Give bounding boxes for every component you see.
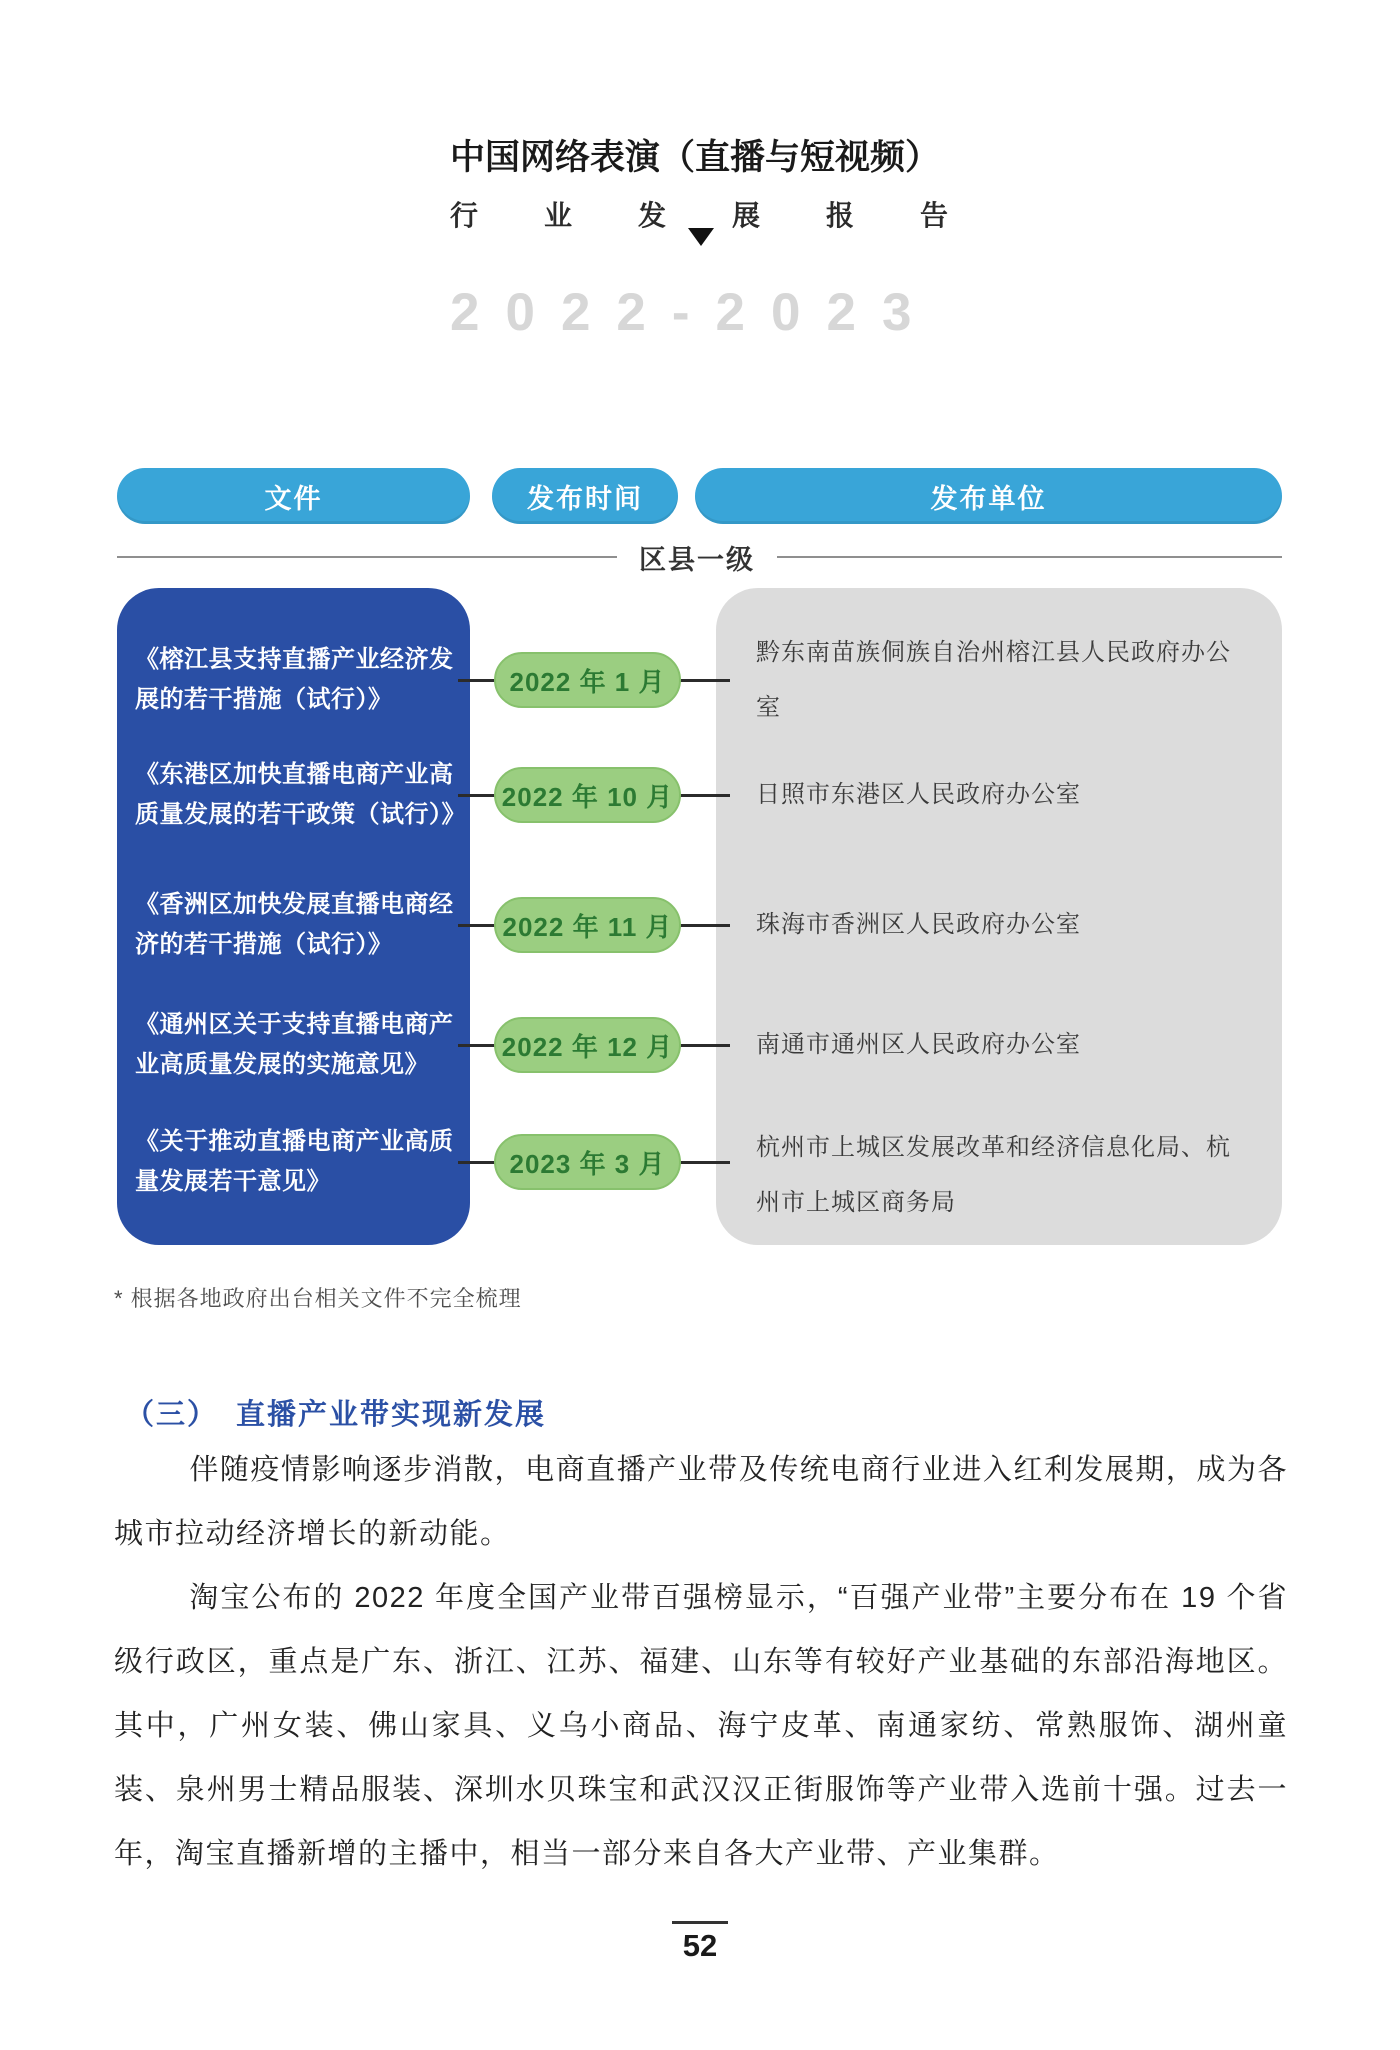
date-pill: 2022 年 11 月 xyxy=(494,897,681,953)
report-header xyxy=(450,130,1015,343)
column-header-issuer: 发布单位 xyxy=(695,468,1282,524)
column-header-file: 文件 xyxy=(117,468,470,524)
issuer-name: 黔东南苗族侗族自治州榕江县人民政府办公室 xyxy=(756,638,1231,721)
report-years: 2022-2023 xyxy=(450,283,938,342)
file-title: 《东港区加快直播电商产业高质量发展的若干政策（试行）》 xyxy=(135,761,466,828)
file-title: 《关于推动直播电商产业高质量发展若干意见》 xyxy=(135,1128,454,1195)
section-number: （三） xyxy=(125,1399,219,1431)
column-header-date: 发布时间 xyxy=(492,468,678,524)
issuer-name: 日照市东港区人民政府办公室 xyxy=(756,781,1081,809)
section-title: 直播产业带实现新发展 xyxy=(236,1399,547,1431)
group-label: 区县一级 xyxy=(617,538,777,577)
section-body xyxy=(114,1438,1288,1886)
file-title: 《通州区关于支持直播电商产业高质量发展的实施意见》 xyxy=(135,1011,454,1078)
issuer-name: 珠海市香洲区人民政府办公室 xyxy=(756,911,1081,939)
file-title: 《榕江县支持直播产业经济发展的若干措施（试行）》 xyxy=(135,646,454,713)
report-subtitle: 行业发展报告 xyxy=(450,200,1015,231)
date-pill: 2022 年 1 月 xyxy=(494,652,681,708)
report-title: 中国网络表演（直播与短视频） xyxy=(450,138,941,177)
paragraph: 伴随疫情影响逐步消散，电商直播产业带及传统电商行业进入红利发展期，成为各城市拉动经济增长的新动能。 xyxy=(114,1454,1288,1550)
file-title: 《香洲区加快发展直播电商经济的若干措施（试行）》 xyxy=(135,891,454,958)
issuer-name: 杭州市上城区发展改革和经济信息化局、杭州市上城区商务局 xyxy=(756,1133,1231,1216)
date-pill: 2023 年 3 月 xyxy=(494,1134,681,1190)
date-pill: 2022 年 12 月 xyxy=(494,1017,681,1073)
table-footnote: * 根据各地政府出台相关文件不完全梳理 xyxy=(114,1286,522,1311)
section-heading xyxy=(125,1392,546,1433)
page-number: 52 xyxy=(682,1928,718,1963)
issuer-name: 南通市通州区人民政府办公室 xyxy=(756,1031,1081,1059)
date-pill: 2022 年 10 月 xyxy=(494,767,681,823)
paragraph: 淘宝公布的 2022 年度全国产业带百强榜显示，“百强产业带”主要分布在 19 个省级行政区，重点是广东、浙江、江苏、福建、山东等有较好产业基础的东部沿海地区。其中，广州女装、佛山家具、义乌小商品、海宁皮革、南通家纺、常熟服饰、湖州童装、泉州男士精品服装、深圳水贝珠宝和武汉汉正街服饰等产业带入选前十强。过去一年，淘宝直播新增的主播中，相当一部分来自各大产业带、产业集群。 xyxy=(114,1582,1288,1870)
page-number-rule xyxy=(672,1921,728,1924)
triangle-down-icon xyxy=(688,228,714,246)
